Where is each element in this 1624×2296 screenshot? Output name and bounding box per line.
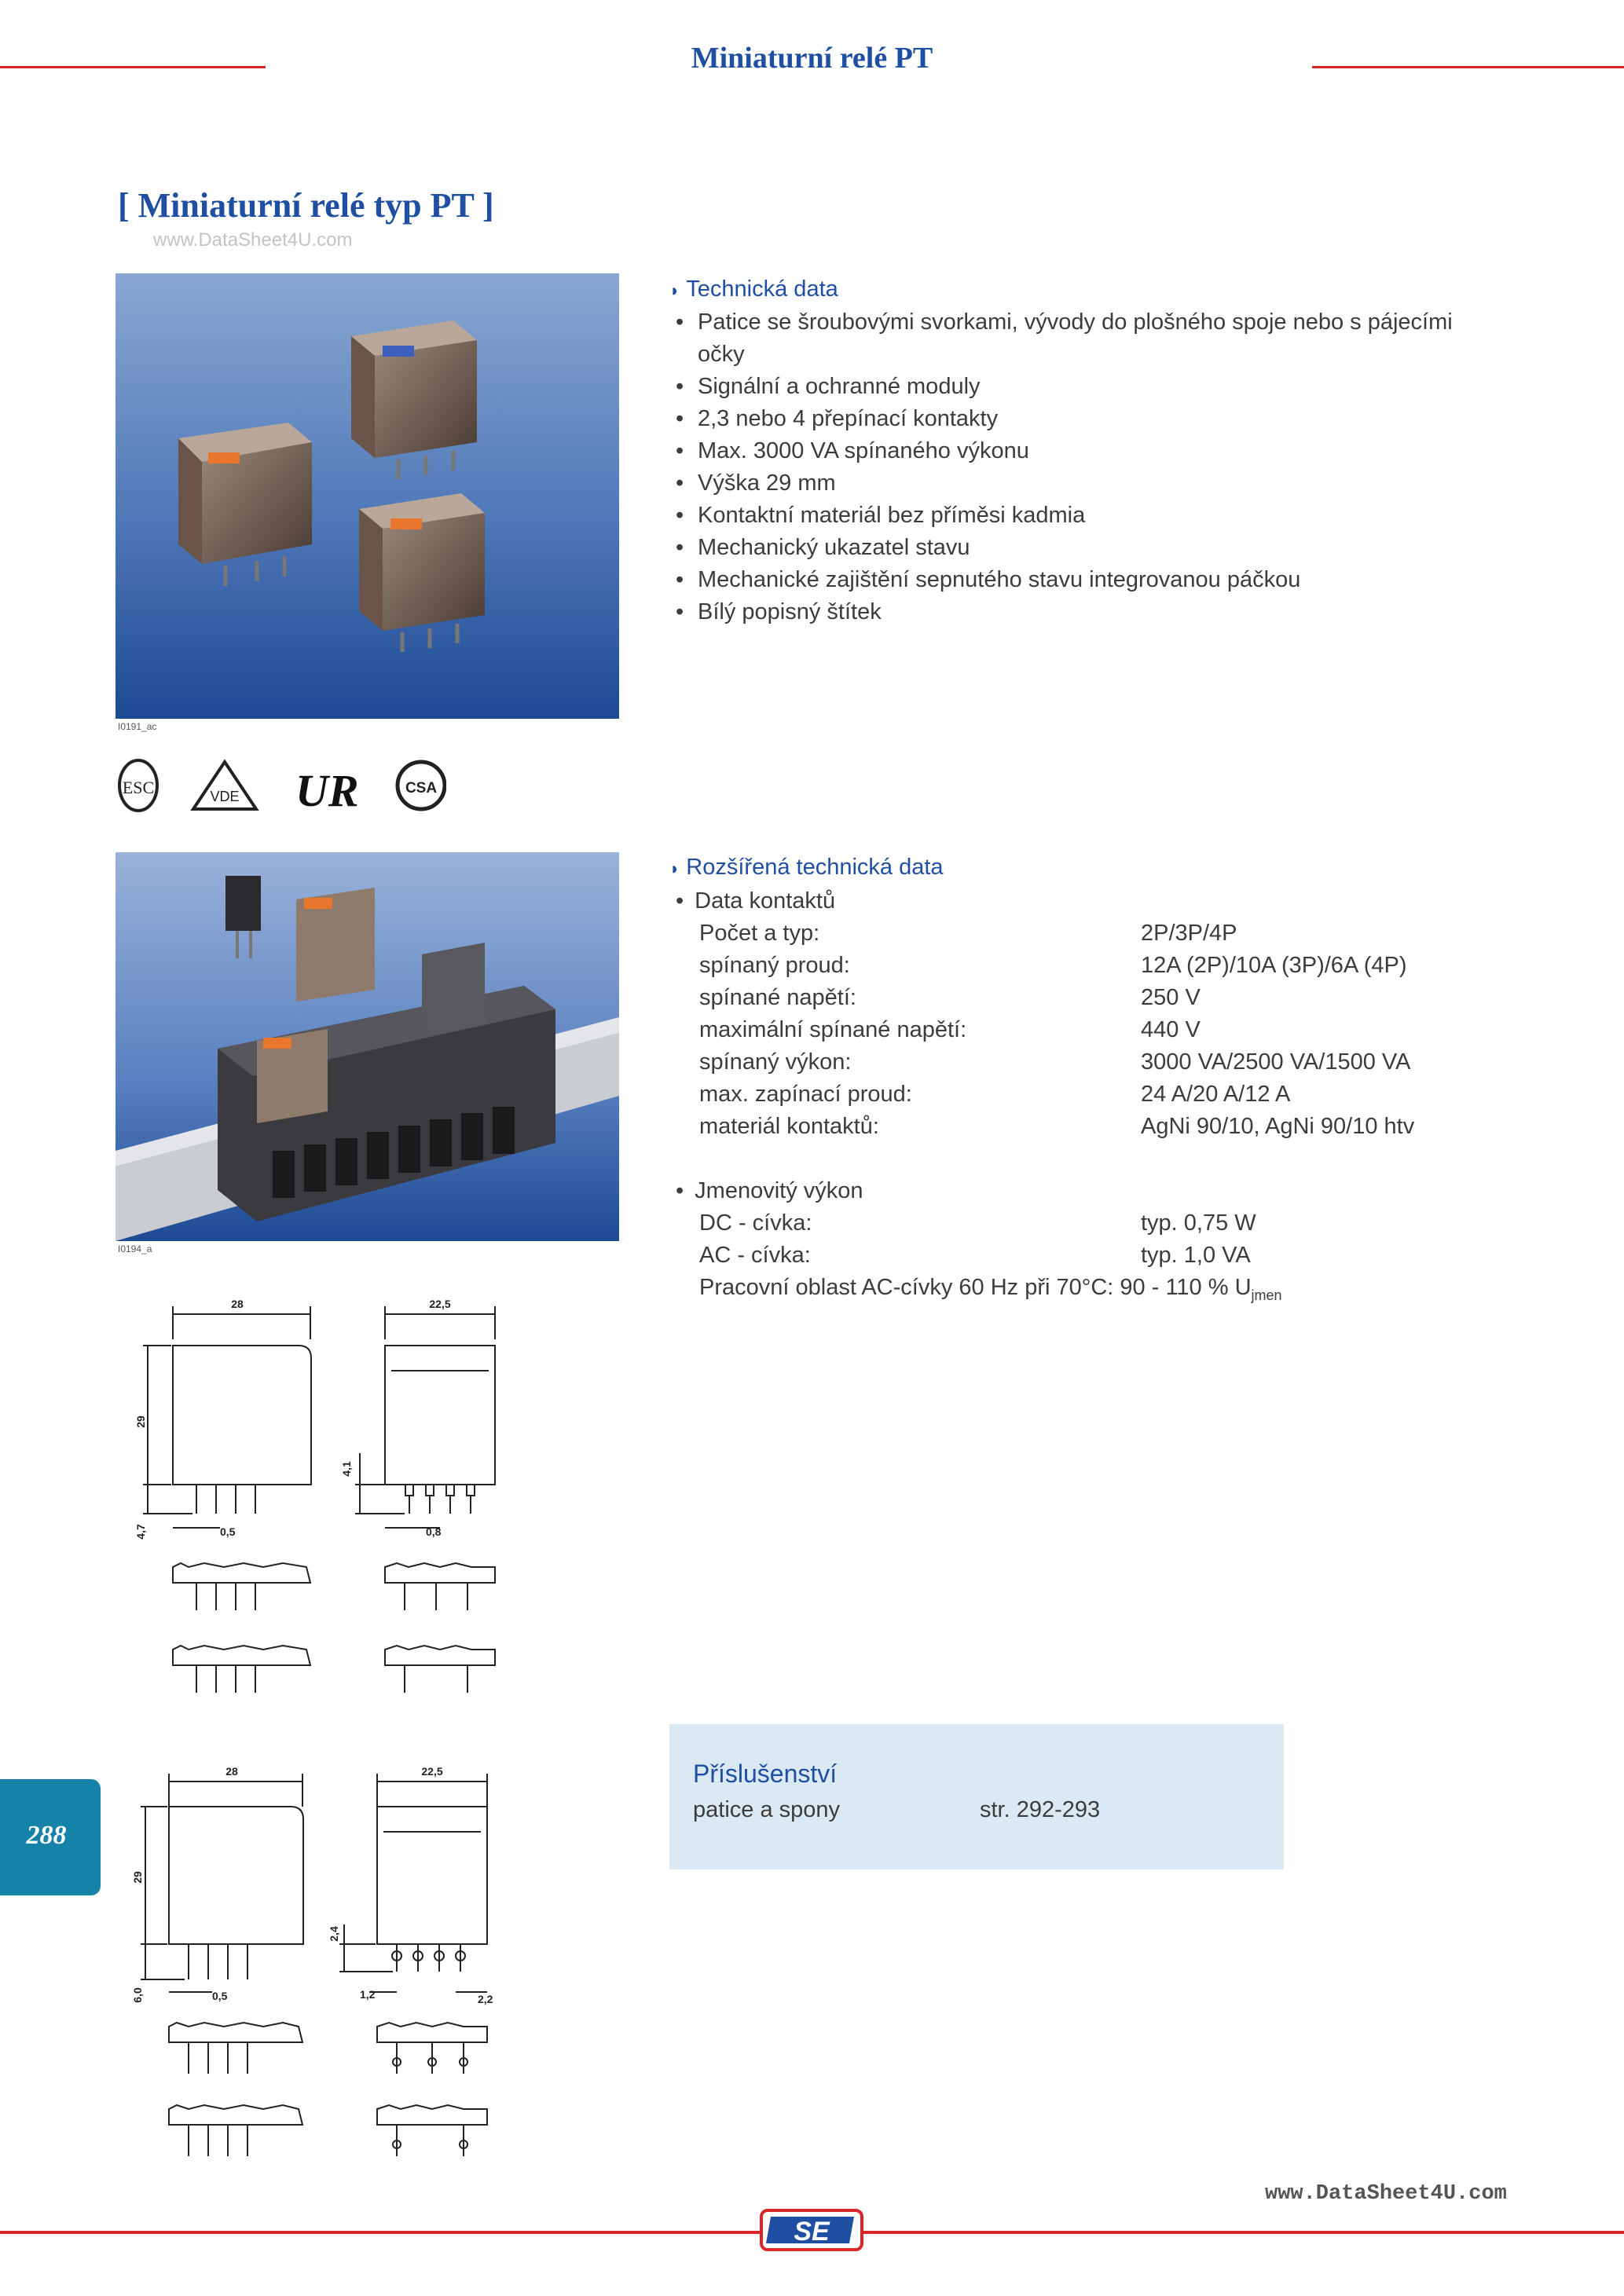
dim-pin-width-side: 0,8 bbox=[426, 1525, 442, 1538]
ac-range-row bbox=[699, 1272, 1282, 1312]
dimension-drawing-lower bbox=[126, 1760, 519, 2176]
dim-width-front: 28 bbox=[231, 1298, 244, 1310]
dimension-drawing-upper bbox=[126, 1292, 519, 1716]
spec-label: materiál kontaktů: bbox=[699, 1114, 879, 1139]
contacts-title bbox=[669, 885, 835, 917]
spec-value: 2P/3P/4P bbox=[1141, 921, 1237, 946]
spec-label: DC - cívka: bbox=[699, 1210, 812, 1236]
spec-value: typ. 0,75 W bbox=[1141, 1210, 1256, 1236]
spec-label: Počet a typ: bbox=[699, 921, 820, 946]
esc-mark-label: ESC bbox=[122, 778, 155, 797]
dim-width-front: 28 bbox=[225, 1765, 238, 1778]
heading-bullet-icon: ◗ bbox=[669, 859, 680, 878]
spec-value: typ. 1,0 VA bbox=[1141, 1243, 1251, 1268]
dim-pin-length-front: 6,0 bbox=[131, 1987, 144, 2003]
list-item: • Signální a ochranné moduly bbox=[669, 371, 1494, 403]
ur-mark-label: UR bbox=[295, 765, 359, 814]
watermark-text: www.DataSheet4U.com bbox=[153, 229, 353, 251]
ac-range-label: Pracovní oblast AC-cívky 60 Hz při 70°C: bbox=[699, 1275, 1114, 1300]
dim-pin-width-side-a: 1,2 bbox=[360, 1988, 376, 2001]
ur-mark-icon bbox=[295, 765, 359, 814]
page-header-title: Miniaturní relé PT bbox=[691, 42, 933, 75]
footer-url: www.DataSheet4U.com bbox=[1265, 2182, 1507, 2206]
dim-pin-length-side: 2,4 bbox=[328, 1926, 340, 1942]
extended-data-heading-label: Rozšířená technická data bbox=[686, 855, 944, 880]
side-view bbox=[339, 1774, 487, 2156]
list-item: • 2,3 nebo 4 přepínací kontakty bbox=[669, 403, 1494, 435]
rated-title-label: Jmenovitý výkon bbox=[695, 1178, 863, 1203]
spec-value: 24 A/20 A/12 A bbox=[1141, 1082, 1291, 1107]
relay-photo bbox=[115, 273, 619, 719]
dim-height: 29 bbox=[131, 1871, 144, 1884]
front-view bbox=[141, 1774, 303, 2156]
list-item: • Patice se šroubovými svorkami, vývody do plošného spoje nebo s pájecími očky bbox=[669, 306, 1494, 371]
accessories-item: patice a spony bbox=[693, 1797, 841, 1822]
dim-pin-length-front: 4,7 bbox=[134, 1524, 147, 1540]
front-view bbox=[143, 1306, 311, 1693]
dim-width-side: 22,5 bbox=[421, 1765, 443, 1778]
dim-pin-length-side: 4,1 bbox=[340, 1461, 353, 1477]
page-number: 288 bbox=[26, 1821, 67, 1850]
ac-range-value: 90 - 110 % U bbox=[1120, 1275, 1252, 1300]
list-item: • Výška 29 mm bbox=[669, 467, 1494, 500]
vde-mark-label: VDE bbox=[210, 789, 240, 804]
list-item: • Mechanické zajištění sepnutého stavu integrovanou páčkou bbox=[669, 564, 1494, 596]
socket-photo-caption: I0194_a bbox=[118, 1243, 152, 1254]
technical-data-heading-label: Technická data bbox=[686, 276, 838, 302]
list-item: • Mechanický ukazatel stavu bbox=[669, 532, 1494, 564]
rated-title bbox=[669, 1175, 863, 1207]
spec-label: max. zapínací proud: bbox=[699, 1082, 912, 1107]
spec-label: spínané napětí: bbox=[699, 985, 856, 1010]
spec-value: AgNi 90/10, AgNi 90/10 htv bbox=[1141, 1114, 1415, 1139]
side-view bbox=[355, 1306, 495, 1693]
accessories-page-ref: str. 292-293 bbox=[980, 1797, 1101, 1822]
ac-range-subscript: jmen bbox=[1251, 1287, 1282, 1303]
list-bullet-icon: • bbox=[676, 888, 684, 914]
heading-bullet-icon: ◗ bbox=[669, 280, 680, 300]
technical-data-heading bbox=[669, 276, 838, 302]
extended-data-heading bbox=[669, 855, 944, 881]
certification-marks bbox=[116, 757, 446, 814]
spec-label: spínaný výkon: bbox=[699, 1049, 852, 1075]
list-item: • Max. 3000 VA spínaného výkonu bbox=[669, 435, 1494, 467]
list-item: • Kontaktní materiál bez příměsi kadmia bbox=[669, 500, 1494, 532]
accessories-title: Příslušenství bbox=[693, 1760, 838, 1788]
dim-height: 29 bbox=[134, 1415, 147, 1428]
vde-mark-icon bbox=[193, 762, 256, 809]
dim-pin-width-front: 0,5 bbox=[212, 1990, 228, 2002]
socket-photo bbox=[115, 852, 619, 1241]
csa-mark-icon bbox=[398, 762, 445, 809]
csa-mark-label: CSA bbox=[405, 780, 438, 796]
section-title: [ Miniaturní relé typ PT ] bbox=[118, 186, 494, 225]
spec-label: maximální spínané napětí: bbox=[699, 1017, 967, 1042]
contacts-title-label: Data kontaktů bbox=[695, 888, 836, 914]
spec-label: AC - cívka: bbox=[699, 1243, 811, 1268]
spec-value: 12A (2P)/10A (3P)/6A (4P) bbox=[1141, 953, 1407, 978]
spec-value: 440 V bbox=[1141, 1017, 1201, 1042]
dim-width-side: 22,5 bbox=[429, 1298, 451, 1310]
se-logo-label: SE bbox=[794, 2217, 830, 2247]
technical-data-list bbox=[669, 306, 1494, 628]
dim-pin-width-side-b: 2,2 bbox=[478, 1993, 493, 2005]
spec-value: 3000 VA/2500 VA/1500 VA bbox=[1141, 1049, 1411, 1075]
spec-label: spínaný proud: bbox=[699, 953, 850, 978]
list-item: • Bílý popisný štítek bbox=[669, 596, 1494, 628]
esc-mark-icon bbox=[119, 760, 157, 811]
relay-photo-caption: I0191_ac bbox=[118, 721, 157, 732]
se-logo-icon bbox=[757, 2207, 867, 2253]
list-bullet-icon: • bbox=[676, 1178, 684, 1203]
spec-value: 250 V bbox=[1141, 985, 1201, 1010]
dim-pin-width-front: 0,5 bbox=[220, 1525, 236, 1538]
